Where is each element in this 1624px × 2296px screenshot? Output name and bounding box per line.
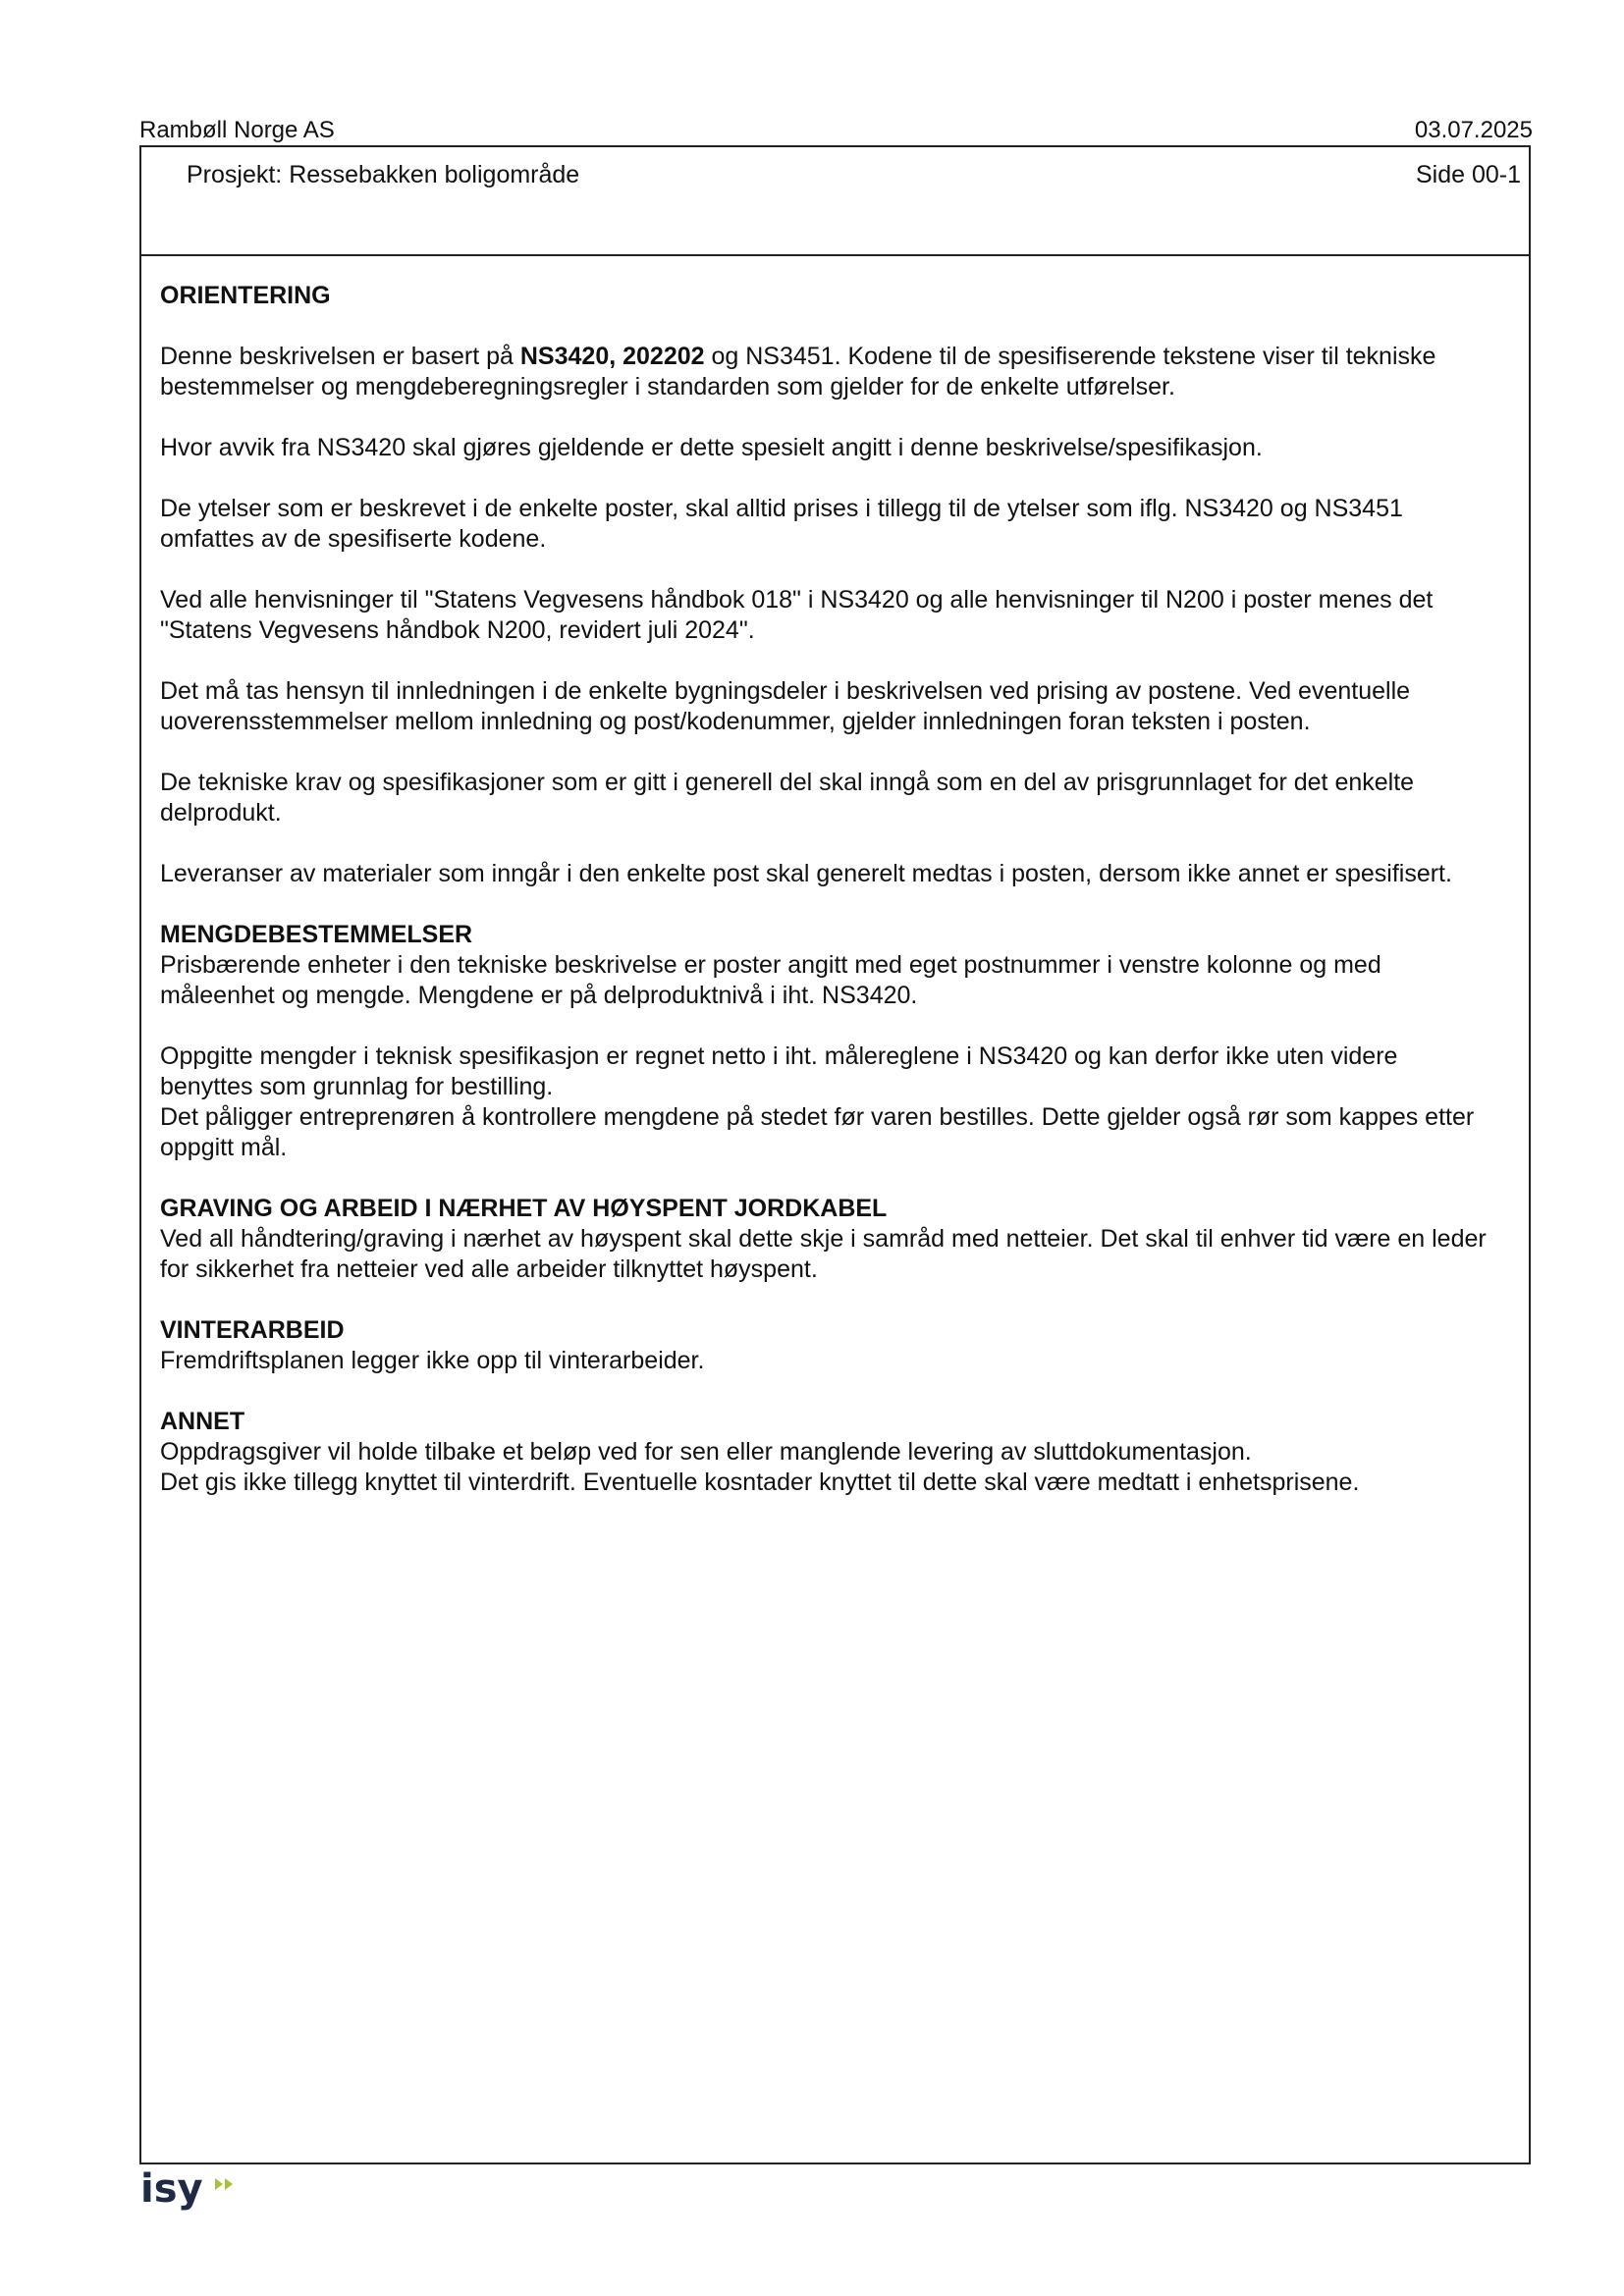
paragraph-annet-2: Det gis ikke tillegg knyttet til vinterdrift. Eventuelle kosntader knyttet til dette skal være medtatt i enhetsprisene.: [160, 1468, 1360, 1496]
heading-vinterarbeid: VINTERARBEID: [160, 1316, 345, 1344]
svg-text:isy: isy: [140, 2166, 203, 2212]
paragraph-vinter-1: Fremdriftsplanen legger ikke opp til vinterarbeider.: [160, 1347, 705, 1374]
paragraph-orientering-2: Hvor avvik fra NS3420 skal gjøres gjeldende er dette spesielt angitt i denne beskrivelse/spesifikasjon.: [160, 434, 1263, 461]
paragraph-mengde-1: Prisbærende enheter i den tekniske beskrivelse er poster angitt med eget postnummer i venstre kolonne og med måleenhet og mengde. Mengdene er på delproduktnivå i iht. NS3420.: [160, 951, 1381, 1009]
heading-orientering: ORIENTERING: [160, 282, 331, 309]
paragraph-annet-1: Oppdragsgiver vil holde tilbake et beløp ved for sen eller manglende levering av sluttdokumentasjon.: [160, 1438, 1252, 1466]
paragraph-orientering-7: Leveranser av materialer som inngår i den enkelte post skal generelt medtas i posten, dersom ikke annet er spesifisert.: [160, 860, 1452, 887]
paragraph-mengde-2: Oppgitte mengder i teknisk spesifikasjon er regnet netto i iht. målereglene i NS3420 og kan derfor ikke uten videre benyttes som grunnlag for bestilling.: [160, 1042, 1398, 1100]
paragraph-orientering-6: De tekniske krav og spesifikasjoner som er gitt i generell del skal inngå som en del av prisgrunnlaget for det enkelte delprodukt.: [160, 769, 1415, 827]
paragraph-mengde-3: Det påligger entreprenøren å kontrollere mengdene på stedet før varen bestilles. Dette gjelder også rør som kappes etter oppgitt mål.: [160, 1103, 1475, 1161]
paragraph-text: og NS3451. Kodene til de spesifiserende tekstene viser til tekniske bestemmelser og mengdeberegningsregler i standarden som gjelder for de enkelte utførelser.: [160, 343, 1436, 400]
project-header: [141, 147, 1529, 256]
paragraph-text: Denne beskrivelsen er basert på: [160, 343, 520, 370]
heading-mengdebestemmelser: MENGDEBESTEMMELSER: [160, 921, 473, 948]
document-date: 03.07.2025: [1414, 117, 1533, 143]
paragraph-orientering-5: Det må tas hensyn til innledningen i de enkelte bygningsdeler i beskrivelsen ved prising av postene. Ved eventuelle uoverensstemmelser mellom innledning og post/kodenummer, gjelder innledningen foran teksten i posten.: [160, 677, 1411, 735]
standard-reference: NS3420, 202202: [519, 343, 705, 370]
heading-graving: GRAVING OG ARBEID I NÆRHET AV HØYSPENT JORDKABEL: [160, 1195, 888, 1222]
project-title: Prosjekt: Ressebakken boligområde: [187, 161, 580, 188]
paragraph-orientering-3: De ytelser som er beskrevet i de enkelte poster, skal alltid prises i tillegg til de ytelser som iflg. NS3420 og NS3451 omfattes av de spesifiserte kodene.: [160, 495, 1403, 553]
paragraph-orientering-4: Ved alle henvisninger til "Statens Vegvesens håndbok 018" i NS3420 og alle henvisninger til N200 i poster menes det "Statens Vegvesens håndbok N200, revidert juli 2024".: [160, 586, 1434, 644]
heading-annet: ANNET: [160, 1408, 245, 1435]
isy-logo: [136, 2164, 244, 2218]
document-body: [160, 281, 1489, 1528]
page-number: Side 00-1: [1415, 161, 1521, 188]
company-name: Rambøll Norge AS: [139, 117, 335, 143]
paragraph-orientering-1: [160, 342, 1489, 402]
page-frame: [139, 145, 1531, 2164]
paragraph-graving-1: Ved all håndtering/graving i nærhet av høyspent skal dette skje i samråd med netteier. Det skal til enhver tid være en leder for sikkerhet fra netteier ved alle arbeider tilknyttet høyspent.: [160, 1225, 1487, 1283]
